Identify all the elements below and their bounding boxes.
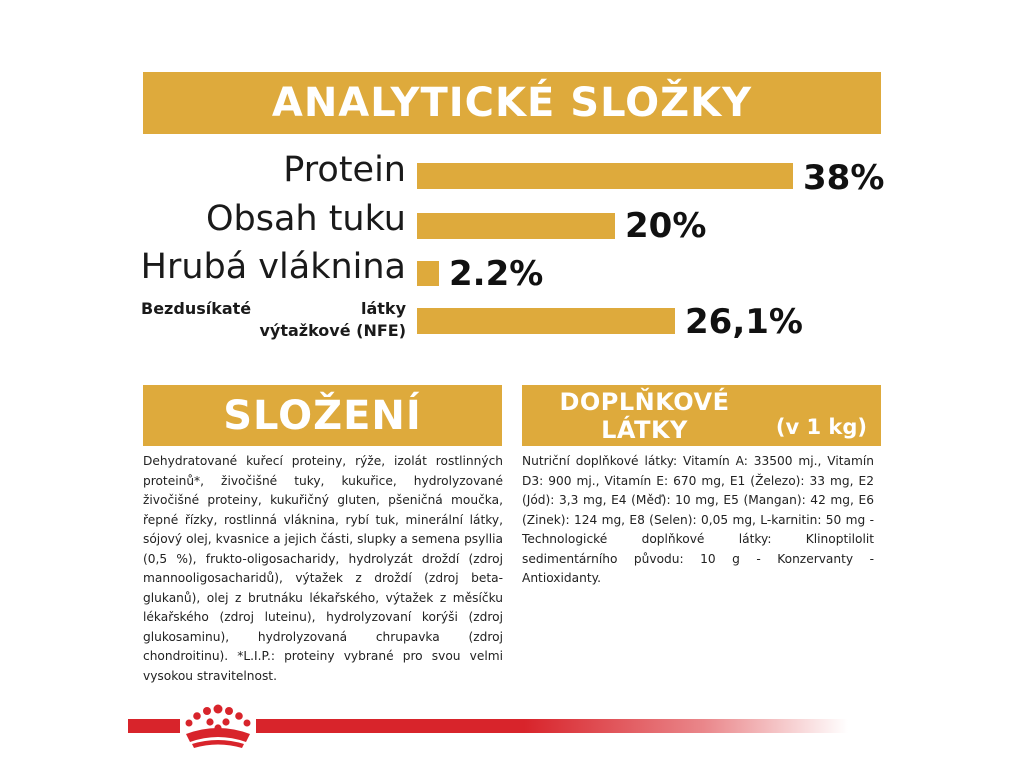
- royal-canin-crown-icon: [180, 702, 256, 750]
- analysis-header: [143, 72, 881, 134]
- supplements-title: [522, 385, 767, 446]
- bar-fiber: [417, 261, 439, 286]
- supplements-unit: (v 1 kg): [775, 415, 867, 439]
- label-protein: Protein: [283, 150, 406, 190]
- label-nfe-word1: Bezdusíkaté: [141, 299, 252, 318]
- label-nfe-line2: výtažkové (NFE): [259, 321, 406, 340]
- value-label-fiber: 2.2%: [449, 254, 544, 294]
- composition-title: SLOŽENÍ: [223, 392, 422, 439]
- supplements-text: Nutriční doplňkové látky: Vitamín A: 33500 mj., Vitamín D3: 900 mj., Vitamín E: 670 mg, E1 (Železo): 33 mg, E2 (Jód): 3,3 mg, E4 (Měď): 10 mg, E5 (Mangan): 42 mg, E6 (Zinek): 124 mg, E8 (Selen): 0,05 mg, L-karnitin: 50 mg - Technologické doplňkové látky: Klinoptilolit sedimentárního původu: 10 g - Konzervanty - Antioxidanty.: [522, 454, 874, 585]
- supplements-title-line2: LÁTKY: [601, 415, 688, 444]
- supplements-title-line1: DOPLŇKOVÉ: [559, 387, 730, 416]
- value-label-protein: 38%: [803, 158, 885, 198]
- label-fiber: Hrubá vláknina: [140, 247, 406, 287]
- supplements-header: [522, 385, 881, 446]
- bar-protein: [417, 163, 793, 189]
- value-label-fat: 20%: [625, 206, 707, 246]
- label-nfe-word2: látky: [361, 299, 406, 318]
- label-nfe: [141, 298, 406, 342]
- analysis-title: ANALYTICKÉ SLOŽKY: [271, 80, 753, 126]
- bar-fat: [417, 213, 615, 239]
- value-label-nfe: 26,1%: [685, 302, 803, 342]
- composition-text: Dehydratované kuřecí proteiny, rýže, izolát rostlinných proteinů*, živočišné tuky, kukuřice, hydrolyzované živočišné proteiny, kukuřičný gluten, pšeničná moučka, řepné řízky, rostlinná vláknina, rybí tuk, minerální látky, sójový olej, kvasnice a jejich části, slupky a semena psyllia (0,5 %), frukto-oligosacharidy, hydrolyzát droždí (zdroj mannooligosacharidů), výtažek z droždí (zdroj beta-glukanů), olej z brutnáku lékařského, výtažek z měsíčku lékařského (zdroj luteinu), hydrolyzovaní korýši (zdroj glukosaminu), hydrolyzovaná chrupavka (zdroj chondroitinu). *L.I.P.: proteiny vybrané pro svou velmi vysokou stravitelnost.: [143, 454, 503, 683]
- label-fat: Obsah tuku: [205, 199, 406, 239]
- bar-nfe: [417, 308, 675, 334]
- composition-header: [143, 385, 502, 446]
- label-nfe-line1: [141, 298, 406, 320]
